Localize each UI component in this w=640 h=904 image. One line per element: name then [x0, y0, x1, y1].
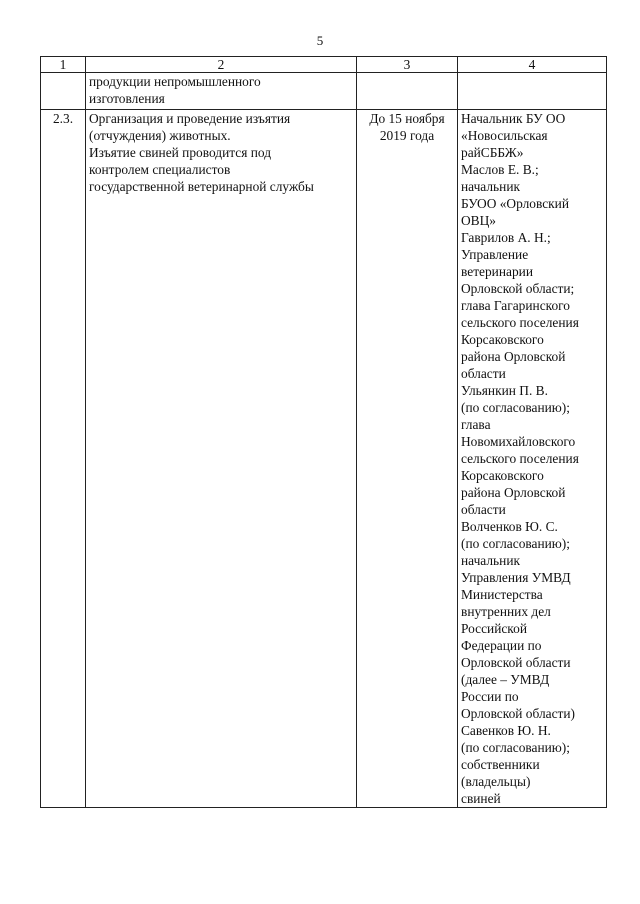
continuation-number-cell	[41, 73, 86, 110]
task-cell	[86, 110, 357, 808]
responsible-cell	[458, 110, 607, 808]
task-line: контролем специалистов	[89, 162, 231, 177]
responsible-line: Министерства	[461, 587, 543, 602]
continuation-line: изготовления	[89, 91, 165, 106]
plan-table	[40, 56, 607, 808]
responsible-line: глава Гагаринского	[461, 298, 571, 313]
responsible-line: (владельцы)	[461, 774, 531, 789]
responsible-line: (по согласованию);	[461, 536, 570, 551]
responsible-line: (по согласованию);	[461, 740, 570, 755]
responsible-line: области	[461, 366, 506, 381]
continuation-task-cell	[86, 73, 357, 110]
header-row	[41, 57, 607, 73]
responsible-line: района Орловской	[461, 349, 566, 364]
responsible-line: глава	[461, 417, 491, 432]
responsible-line: Орловской области	[461, 655, 571, 670]
responsible-line: БУОО «Орловский	[461, 196, 570, 211]
item-number: 2.3.	[41, 110, 86, 808]
responsible-line: (по согласованию);	[461, 400, 570, 415]
responsible-line: Федерации по	[461, 638, 542, 653]
responsible-line: России по	[461, 689, 519, 704]
deadline-line: До 15 ноября	[369, 111, 445, 126]
responsible-line: райСББЖ»	[461, 145, 524, 160]
continuation-row	[41, 73, 607, 110]
responsible-line: Корсаковского	[461, 468, 544, 483]
responsible-line: «Новосильская	[461, 128, 548, 143]
responsible-line: Управление	[461, 247, 529, 262]
responsible-line: Маслов Е. В.;	[461, 162, 539, 177]
responsible-line: Новомихайловского	[461, 434, 576, 449]
task-line: Организация и проведение изъятия	[89, 111, 291, 126]
responsible-line: сельского поселения	[461, 451, 579, 466]
responsible-line: Российской	[461, 621, 527, 636]
responsible-line: Волченков Ю. С.	[461, 519, 558, 534]
responsible-line: сельского поселения	[461, 315, 579, 330]
responsible-line: собственники	[461, 757, 540, 772]
responsible-line: внутренних дел	[461, 604, 551, 619]
page-number: 5	[316, 33, 324, 48]
task-line: (отчуждения) животных.	[89, 128, 231, 143]
task-line: Изъятие свиней проводится под	[89, 145, 272, 160]
continuation-responsible-cell	[458, 73, 607, 110]
continuation-deadline-cell	[357, 73, 458, 110]
responsible-line: ветеринарии	[461, 264, 533, 279]
deadline-cell	[357, 110, 458, 808]
column-header-1: 1	[41, 57, 86, 73]
responsible-line: (далее – УМВД	[461, 672, 550, 687]
column-header-3: 3	[357, 57, 458, 73]
responsible-line: ОВЦ»	[461, 213, 496, 228]
continuation-line: продукции непромышленного	[89, 74, 261, 89]
task-line: государственной ветеринарной службы	[89, 179, 314, 194]
column-header-4: 4	[458, 57, 607, 73]
responsible-line: Управления УМВД	[461, 570, 571, 585]
column-header-2: 2	[86, 57, 357, 73]
responsible-line: свиней	[461, 791, 501, 806]
responsible-line: начальник	[461, 179, 520, 194]
responsible-line: района Орловской	[461, 485, 566, 500]
responsible-line: Орловской области;	[461, 281, 575, 296]
responsible-line: Орловской области)	[461, 706, 576, 721]
deadline-line: 2019 года	[379, 128, 435, 143]
responsible-line: Корсаковского	[461, 332, 544, 347]
responsible-line: области	[461, 502, 506, 517]
responsible-line: Савенков Ю. Н.	[461, 723, 551, 738]
responsible-line: Гаврилов А. Н.;	[461, 230, 551, 245]
responsible-line: начальник	[461, 553, 520, 568]
responsible-line: Ульянкин П. В.	[461, 383, 548, 398]
responsible-line: Начальник БУ ОО	[461, 111, 566, 126]
table-row	[41, 110, 607, 808]
